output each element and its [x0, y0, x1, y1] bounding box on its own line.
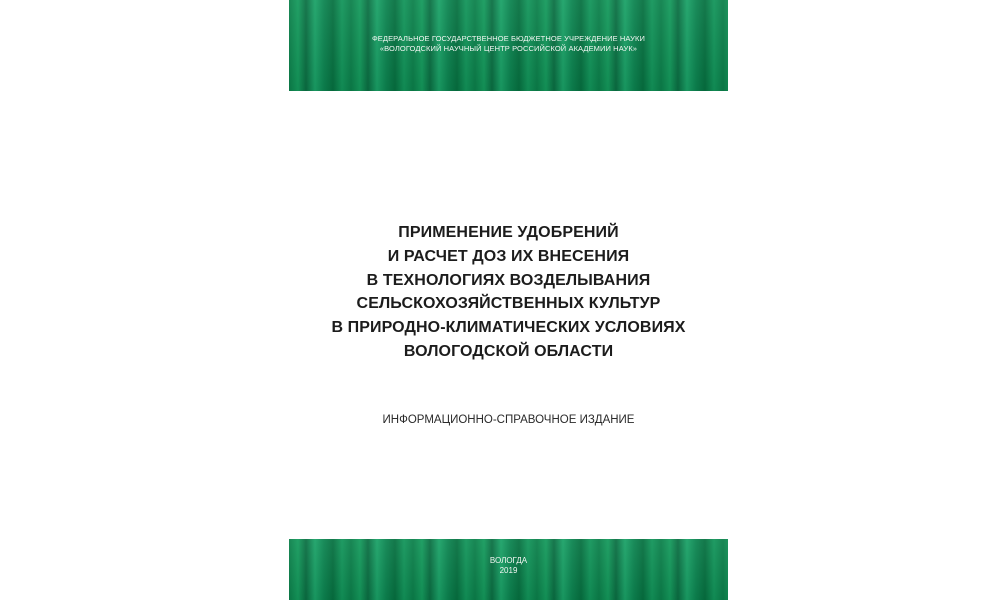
publisher-line-1: ФЕДЕРАЛЬНОЕ ГОСУДАРСТВЕННОЕ БЮДЖЕТНОЕ УЧРЕЖДЕНИЕ НАУКИ	[372, 34, 645, 43]
publisher-block	[289, 34, 728, 53]
publisher-line-2: «ВОЛОГОДСКИЙ НАУЧНЫЙ ЦЕНТР РОССИЙСКОЙ АКАДЕМИИ НАУК»	[379, 43, 638, 53]
book-cover	[289, 0, 728, 600]
cover-title	[289, 221, 728, 364]
title-line-4: СЕЛЬСКОХОЗЯЙСТВЕННЫХ КУЛЬТУР	[356, 295, 661, 313]
bottom-green-band	[289, 539, 728, 600]
imprint-city: ВОЛОГДА	[489, 556, 528, 565]
title-line-6: ВОЛОГОДСКОЙ ОБЛАСТИ	[403, 342, 614, 360]
title-line-2: И РАСЧЕТ ДОЗ ИХ ВНЕСЕНИЯ	[387, 247, 630, 265]
title-line-5: В ПРИРОДНО-КЛИМАТИЧЕСКИХ УСЛОВИЯХ	[331, 319, 686, 337]
cover-subtitle: ИНФОРМАЦИОННО-СПРАВОЧНОЕ ИЗДАНИЕ	[382, 414, 635, 426]
imprint-block	[289, 556, 728, 576]
imprint-year: 2019	[499, 566, 518, 575]
top-green-band	[289, 0, 728, 91]
title-line-3: В ТЕХНОЛОГИЯХ ВОЗДЕЛЫВАНИЯ	[366, 271, 651, 289]
title-line-1: ПРИМЕНЕНИЕ УДОБРЕНИЙ	[398, 224, 619, 241]
